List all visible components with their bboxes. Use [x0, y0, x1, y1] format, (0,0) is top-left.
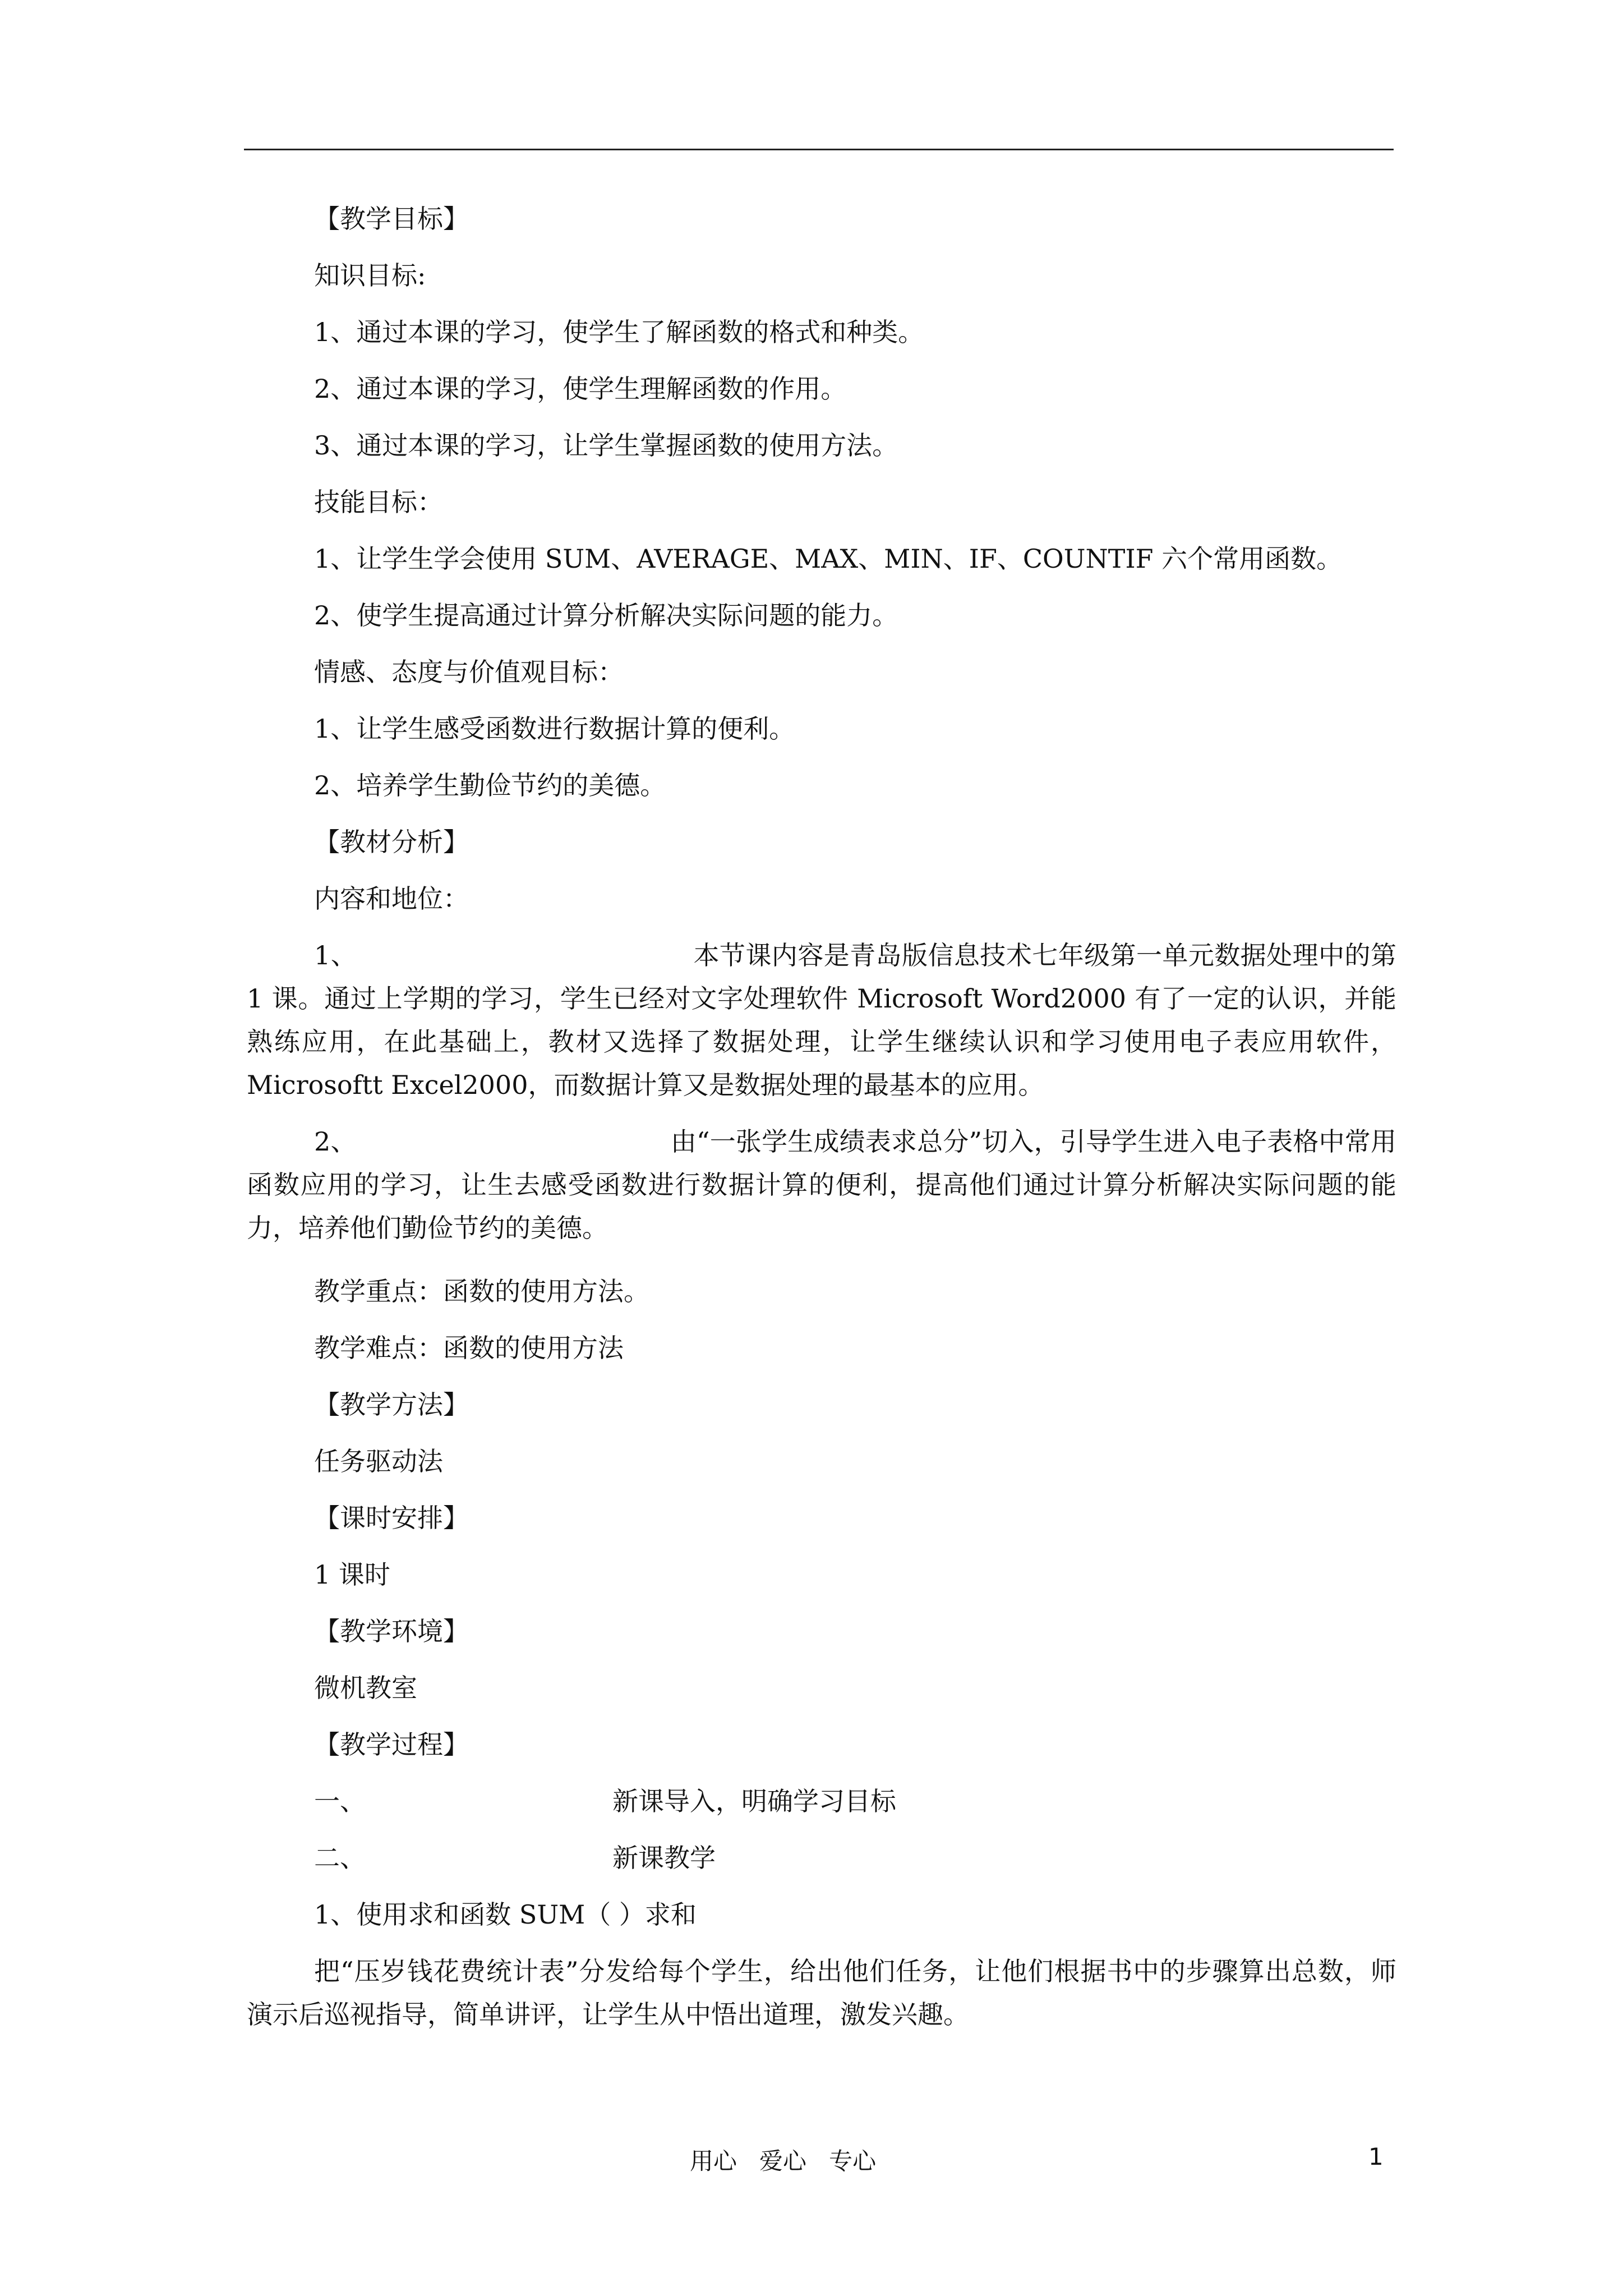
paragraph-text: 本节课内容是青岛版信息技术七年级第一单元数据处理中的第 1 课。通过上学期的学习，学生已经对文字处理软件 Microsoft Word2000 有了一定的认识，并能熟练应用，在此基础上，教材又选择了数据处理，让学生继续认识和学习使用电子表应用软件，Microsoftt Excel2000，而数据计算又是数据处理的最基本的应用。 — [247, 940, 1396, 1100]
section-number: 一、 — [314, 1786, 366, 1816]
text-line: 2、培养学生勤俭节约的美德。 — [314, 770, 666, 800]
heading-teaching-method: 【教学方法】 — [314, 1389, 469, 1420]
paragraph-number: 1、 — [314, 940, 357, 970]
section-number: 二、 — [314, 1843, 366, 1873]
text-line: 情感、态度与价值观目标： — [314, 657, 624, 687]
text-line: 1 课时 — [314, 1559, 390, 1590]
paragraph-1 — [247, 934, 1396, 1107]
paragraph-text: 由“一张学生成绩表求总分”切入，引导学生进入电子表格中常用函数应用的学习，让生去感受函数进行数据计算的便利，提高他们通过计算分析解决实际问题的能力，培养他们勤俭节约的美德。 — [247, 1126, 1396, 1243]
text-line: 2、使学生提高通过计算分析解决实际问题的能力。 — [314, 600, 898, 631]
section-1 — [247, 1773, 1396, 1830]
heading-environment: 【教学环境】 — [314, 1616, 469, 1646]
heading-process: 【教学过程】 — [314, 1729, 469, 1760]
text-line: 技能目标： — [314, 487, 443, 517]
section-title: 新课导入，明确学习目标 — [612, 1786, 896, 1816]
text-line: 1、使用求和函数 SUM（ ）求和 — [314, 1899, 697, 1930]
text-line: 任务驱动法 — [314, 1446, 443, 1476]
heading-material-analysis: 【教材分析】 — [314, 827, 469, 857]
text-line: 教学难点：函数的使用方法 — [314, 1333, 624, 1363]
text-line: 微机教室 — [314, 1673, 417, 1703]
document-body — [247, 191, 1396, 2050]
page-number: 1 — [1368, 2143, 1384, 2170]
heading-teaching-goals: 【教学目标】 — [314, 204, 469, 234]
text-line: 教学重点：函数的使用方法。 — [314, 1276, 649, 1306]
section-2 — [247, 1830, 1396, 1887]
text-line: 知识目标: — [314, 260, 426, 291]
text-line: 1、让学生感受函数进行数据计算的便利。 — [314, 714, 795, 744]
paragraph-2 — [247, 1120, 1396, 1250]
text-line: 1、让学生学会使用 SUM、AVERAGE、MAX、MIN、IF、COUNTIF 六个常用函数。 — [314, 544, 1343, 574]
heading-schedule: 【课时安排】 — [314, 1503, 469, 1533]
footer-motto: 用心 爱心 专心 — [690, 2147, 877, 2175]
paragraph-3: 把“压岁钱花费统计表”分发给每个学生，给出他们任务，让他们根据书中的步骤算出总数，师演示后巡视指导，简单讲评，让学生从中悟出道理，激发兴趣。 — [247, 1956, 1396, 2030]
text-line: 2、通过本课的学习，使学生理解函数的作用。 — [314, 374, 847, 404]
header-rule — [244, 149, 1394, 150]
text-line: 3、通过本课的学习，让学生掌握函数的使用方法。 — [314, 430, 898, 461]
text-line: 内容和地位： — [314, 884, 469, 914]
section-title: 新课教学 — [612, 1843, 716, 1873]
text-line: 1、通过本课的学习，使学生了解函数的格式和种类。 — [314, 317, 924, 347]
paragraph-number: 2、 — [314, 1126, 357, 1157]
